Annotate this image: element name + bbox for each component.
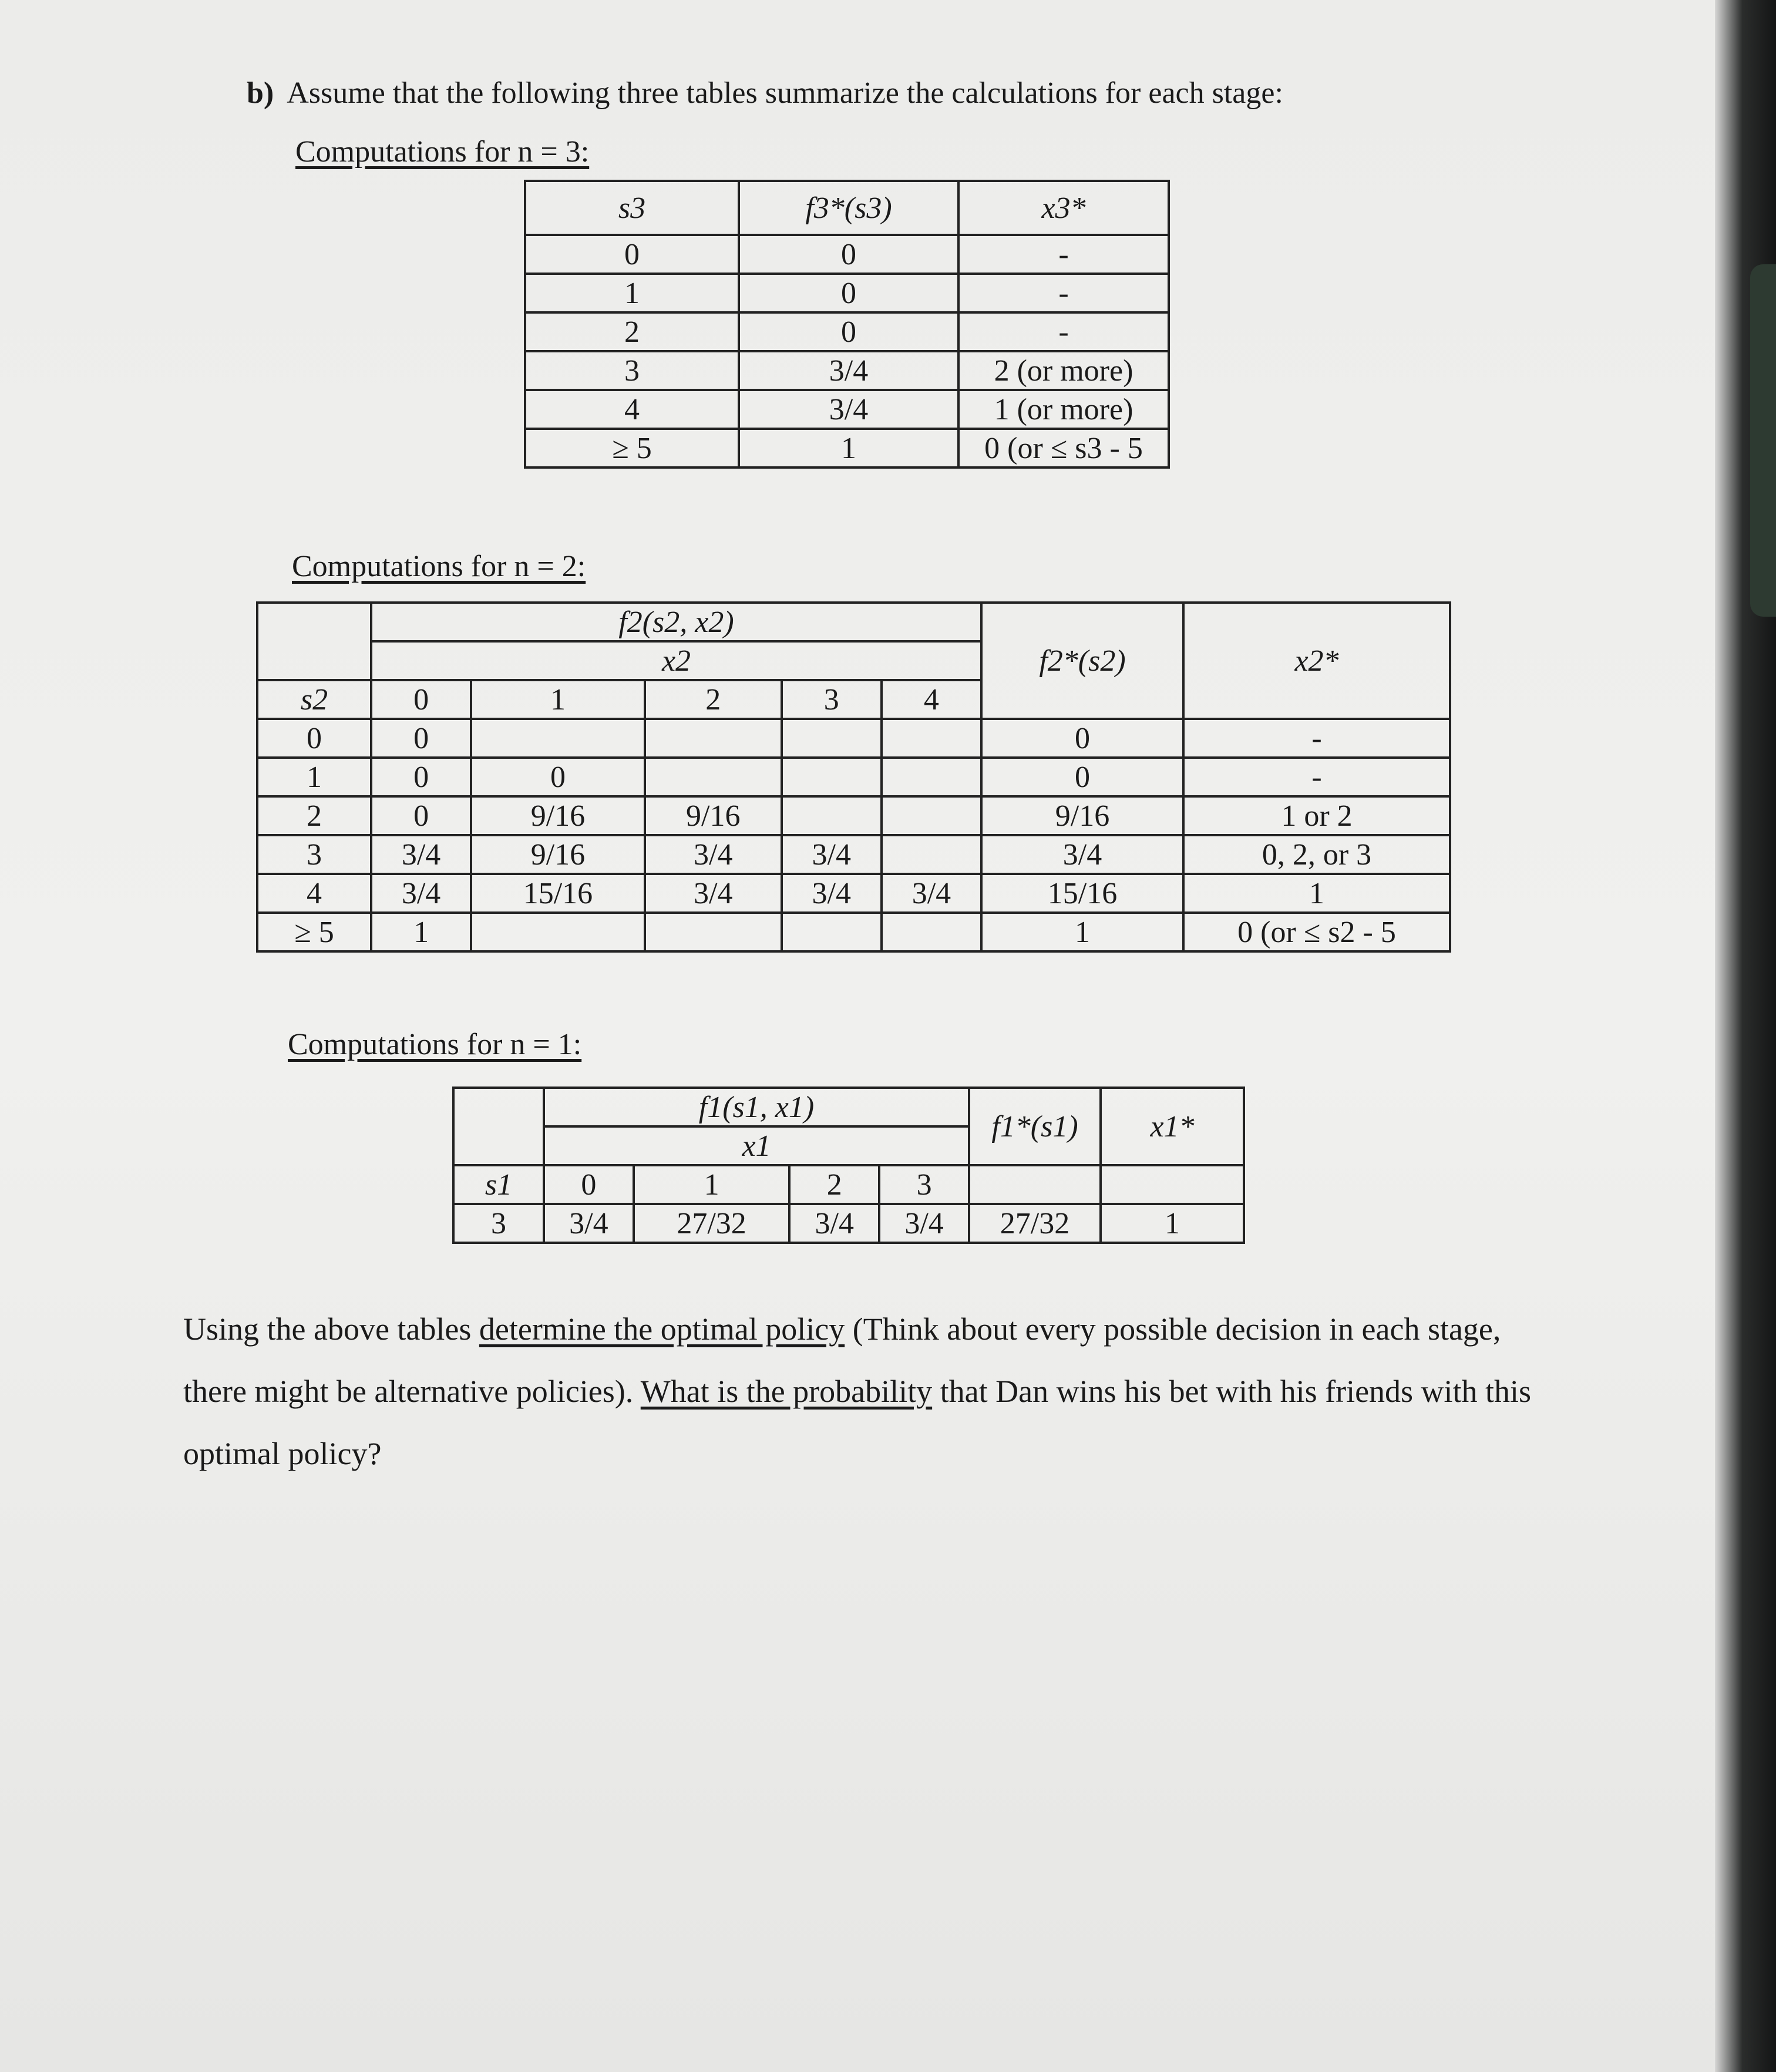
- n2-xstar-cell: 0 (or ≤ s2 - 5: [1183, 913, 1450, 951]
- n1-decision-var: x1: [544, 1126, 969, 1165]
- n3-state-cell: 4: [525, 390, 739, 429]
- table-row: [257, 758, 1450, 796]
- n2-fstar-cell: 0: [981, 719, 1183, 758]
- n1-title: Computations for n = 1:: [288, 1028, 582, 1061]
- n2-decision-cell: 2: [645, 680, 782, 719]
- n1-fstar-cell: 27/32: [969, 1204, 1101, 1243]
- n2-value-cell: 3/4: [882, 874, 981, 913]
- n2-corner-cell: [257, 603, 371, 680]
- table-row: [257, 796, 1450, 835]
- n2-value-cell: 9/16: [471, 796, 645, 835]
- n2-value-cell: [645, 758, 782, 796]
- question-label: b): [247, 76, 274, 110]
- n1-decision-row: [453, 1165, 1244, 1204]
- n3-fstar-cell: 1: [739, 429, 958, 467]
- table-row: [525, 390, 1169, 429]
- n1-xstar-blank: [1101, 1165, 1244, 1204]
- question-intro: Assume that the following three tables summarize the calculations for each stage:: [287, 76, 1283, 110]
- n3-state-cell: 1: [525, 274, 739, 312]
- n2-value-cell: 0: [371, 719, 471, 758]
- n1-fstar-blank: [969, 1165, 1101, 1204]
- n1-corner-cell: [453, 1088, 544, 1165]
- n2-decision-cell: 3: [782, 680, 882, 719]
- n2-value-cell: 3/4: [645, 874, 782, 913]
- n2-state-cell: 0: [257, 719, 371, 758]
- n2-decision-cell: 4: [882, 680, 981, 719]
- n2-value-cell: 0: [471, 758, 645, 796]
- n3-xstar-cell: 0 (or ≤ s3 - 5: [958, 429, 1169, 467]
- n2-value-cell: [882, 719, 981, 758]
- n2-value-cell: 0: [371, 758, 471, 796]
- n1-decision-cell: 1: [634, 1165, 790, 1204]
- n3-header-xstar: x3*: [958, 181, 1169, 235]
- n1-state-var: s1: [453, 1165, 544, 1204]
- n1-header-row-1: [453, 1088, 1244, 1126]
- n2-xstar-cell: 1 or 2: [1183, 796, 1450, 835]
- n2-value-cell: 9/16: [471, 835, 645, 874]
- n3-header-row: [525, 181, 1169, 235]
- device-button: [1750, 264, 1776, 617]
- n2-decision-cell: 0: [371, 680, 471, 719]
- n2-state-var: s2: [257, 680, 371, 719]
- n2-value-cell: [782, 796, 882, 835]
- n1-value-cell: 3/4: [789, 1204, 879, 1243]
- n2-value-cell: [782, 913, 882, 951]
- n2-value-cell: 0: [371, 796, 471, 835]
- n2-value-cell: [882, 796, 981, 835]
- n2-xstar-cell: 1: [1183, 874, 1450, 913]
- n1-table: [452, 1087, 1245, 1244]
- n2-xstar-cell: -: [1183, 758, 1450, 796]
- n2-value-cell: [882, 913, 981, 951]
- n2-value-cell: [645, 719, 782, 758]
- n2-state-cell: 4: [257, 874, 371, 913]
- table-row: [257, 719, 1450, 758]
- device-bezel: [1715, 0, 1776, 2072]
- n2-decision-cell: 1: [471, 680, 645, 719]
- n2-value-cell: 1: [371, 913, 471, 951]
- n1-xstar-header: x1*: [1101, 1088, 1244, 1165]
- n3-xstar-cell: -: [958, 312, 1169, 351]
- n2-value-cell: 3/4: [782, 835, 882, 874]
- prompt-probability: What is the probability: [640, 1374, 933, 1409]
- n3-state-cell: 3: [525, 351, 739, 390]
- n2-xstar-cell: -: [1183, 719, 1450, 758]
- n1-decision-cell: 3: [879, 1165, 969, 1204]
- n2-fstar-cell: 9/16: [981, 796, 1183, 835]
- n1-func-header: f1(s1, x1): [544, 1088, 969, 1126]
- n2-state-cell: 2: [257, 796, 371, 835]
- n2-header-row-1: [257, 603, 1450, 641]
- table-row: [525, 235, 1169, 274]
- n1-value-cell: 3/4: [544, 1204, 634, 1243]
- table-row: [525, 312, 1169, 351]
- table-row: [525, 351, 1169, 390]
- prompt-part-1: Using the above tables: [183, 1311, 472, 1347]
- table-row: [257, 874, 1450, 913]
- question-prompt: [183, 1298, 1534, 1485]
- n3-header-state: s3: [525, 181, 739, 235]
- table-row: [525, 429, 1169, 467]
- n3-title: Computations for n = 3:: [295, 135, 590, 169]
- n2-value-cell: 3/4: [645, 835, 782, 874]
- prompt-part-3: that Dan wins his bet with his friends with this optimal policy?: [183, 1374, 1532, 1471]
- prompt-part-2: (Think about every possible decision in each stage, there might be alternative policies).: [183, 1311, 1501, 1409]
- n2-title: Computations for n = 2:: [292, 550, 586, 583]
- n2-fstar-cell: 0: [981, 758, 1183, 796]
- n3-fstar-cell: 3/4: [739, 351, 958, 390]
- n2-value-cell: [882, 835, 981, 874]
- n1-state-cell: 3: [453, 1204, 544, 1243]
- n3-state-cell: 2: [525, 312, 739, 351]
- table-row: [525, 274, 1169, 312]
- n3-xstar-cell: -: [958, 274, 1169, 312]
- n2-state-cell: 3: [257, 835, 371, 874]
- n2-value-cell: [782, 719, 882, 758]
- n2-xstar-cell: 0, 2, or 3: [1183, 835, 1450, 874]
- n2-value-cell: [471, 719, 645, 758]
- n2-value-cell: [882, 758, 981, 796]
- n2-table: [256, 601, 1451, 953]
- n1-value-cell: 3/4: [879, 1204, 969, 1243]
- n1-decision-cell: 0: [544, 1165, 634, 1204]
- n3-fstar-cell: 3/4: [739, 390, 958, 429]
- n2-state-cell: 1: [257, 758, 371, 796]
- n3-state-cell: ≥ 5: [525, 429, 739, 467]
- n3-table: [524, 180, 1170, 469]
- n2-value-cell: [471, 913, 645, 951]
- table-row: [257, 913, 1450, 951]
- n2-value-cell: [782, 758, 882, 796]
- n3-header-fstar: f3*(s3): [739, 181, 958, 235]
- table-row: [257, 835, 1450, 874]
- n2-fstar-cell: 3/4: [981, 835, 1183, 874]
- n3-fstar-cell: 0: [739, 274, 958, 312]
- n2-state-cell: ≥ 5: [257, 913, 371, 951]
- n2-value-cell: 3/4: [371, 874, 471, 913]
- table-row: [453, 1204, 1244, 1243]
- n2-value-cell: 3/4: [782, 874, 882, 913]
- prompt-optimal-policy: determine the optimal policy: [479, 1311, 845, 1347]
- n3-fstar-cell: 0: [739, 312, 958, 351]
- n3-xstar-cell: -: [958, 235, 1169, 274]
- n3-xstar-cell: 2 (or more): [958, 351, 1169, 390]
- n1-fstar-header: f1*(s1): [969, 1088, 1101, 1165]
- n2-xstar-header: x2*: [1183, 603, 1450, 719]
- n2-value-cell: 9/16: [645, 796, 782, 835]
- question-heading: [247, 75, 1283, 112]
- n2-func-header: f2(s2, x2): [371, 603, 981, 641]
- n1-xstar-cell: 1: [1101, 1204, 1244, 1243]
- n2-fstar-cell: 15/16: [981, 874, 1183, 913]
- n2-value-cell: 15/16: [471, 874, 645, 913]
- n1-value-cell: 27/32: [634, 1204, 790, 1243]
- n2-fstar-cell: 1: [981, 913, 1183, 951]
- n2-fstar-header: f2*(s2): [981, 603, 1183, 719]
- n3-state-cell: 0: [525, 235, 739, 274]
- n2-decision-var: x2: [371, 641, 981, 680]
- n3-xstar-cell: 1 (or more): [958, 390, 1169, 429]
- n2-value-cell: [645, 913, 782, 951]
- n1-decision-cell: 2: [789, 1165, 879, 1204]
- n3-fstar-cell: 0: [739, 235, 958, 274]
- n2-value-cell: 3/4: [371, 835, 471, 874]
